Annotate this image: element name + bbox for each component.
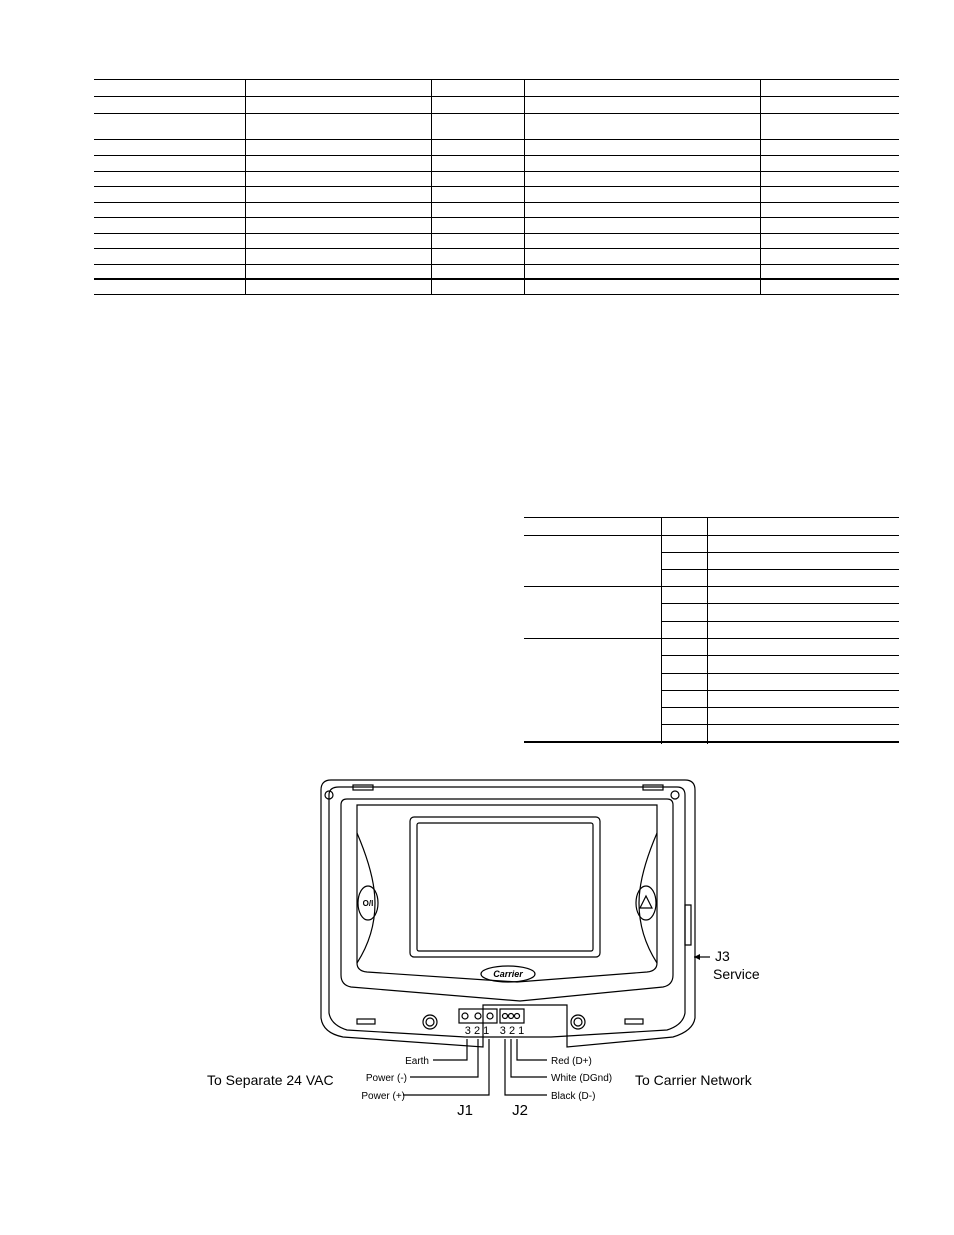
screw-bottom-left: [423, 1015, 437, 1029]
j1-power-plus-leader: [403, 1039, 489, 1095]
j2-pin-1: [515, 1014, 520, 1019]
touch-screen: [410, 817, 600, 957]
table-rule: [94, 171, 899, 172]
table-rule: [661, 655, 899, 656]
brand-logo-text: Carrier: [493, 969, 523, 979]
table-rule: [661, 621, 899, 622]
table-column-rule: [431, 79, 432, 295]
j1-pin-numbers: 3 2 1: [464, 1025, 490, 1037]
power-button-label: O/I: [362, 899, 374, 908]
table-rule: [524, 586, 899, 587]
table-rule: [94, 113, 899, 114]
j1-pin-3: [462, 1013, 468, 1019]
table-rule: [94, 294, 899, 295]
table-column-rule: [524, 79, 525, 295]
j3-name: J3: [715, 948, 730, 964]
table-column-rule: [760, 79, 761, 295]
table-rule: [94, 155, 899, 156]
table-rule: [94, 96, 899, 97]
table-rule: [661, 724, 899, 725]
table-rule: [661, 690, 899, 691]
table-rule: [94, 79, 899, 80]
table-rule: [524, 535, 899, 536]
j1-wire-power-minus: Power (-): [365, 1073, 407, 1084]
table-rule: [94, 264, 899, 265]
j1-connector: [459, 1009, 497, 1023]
table-rule: [524, 517, 899, 518]
bottom-clip-right: [625, 1019, 643, 1024]
table-rule: [661, 569, 899, 570]
table-rule: [524, 638, 899, 639]
j1-caption: To Separate 24 VAC: [207, 1072, 334, 1088]
j2-red-leader: [517, 1039, 547, 1060]
table-rule: [94, 278, 899, 280]
table-rule: [524, 741, 899, 743]
j1-pin-1: [487, 1013, 493, 1019]
j2-pin-numbers: 3 2 1: [499, 1025, 525, 1037]
upper-table-grid: [94, 79, 899, 295]
table-rule: [94, 248, 899, 249]
j1-wire-earth: Earth: [405, 1056, 429, 1067]
table-rule: [661, 552, 899, 553]
right-side-curve: [639, 833, 657, 963]
table-rule: [661, 707, 899, 708]
j2-pin-3: [503, 1014, 508, 1019]
table-rule: [661, 603, 899, 604]
table-column-rule: [245, 79, 246, 295]
j2-name: J2: [512, 1102, 528, 1119]
display-wiring-figure: [195, 775, 795, 1125]
table-column-rule: [707, 517, 708, 744]
j2-connector: [500, 1009, 524, 1023]
table-rule: [94, 139, 899, 140]
j3-service-port: [685, 905, 691, 945]
j2-wire-black: Black (D-): [551, 1091, 596, 1102]
table-rule: [94, 217, 899, 218]
table-rule: [94, 202, 899, 203]
front-bezel-inner: [357, 805, 657, 982]
left-side-curve: [357, 833, 375, 963]
bottom-clip-left: [357, 1019, 375, 1024]
j1-earth-leader: [433, 1039, 467, 1060]
j2-caption: To Carrier Network: [635, 1072, 752, 1088]
table-column-rule: [661, 517, 662, 744]
j2-wire-white: White (DGnd): [551, 1073, 613, 1084]
touch-screen-inner: [417, 823, 593, 951]
table-rule: [661, 673, 899, 674]
j1-name: J1: [457, 1102, 473, 1119]
j2-pin-2: [509, 1014, 514, 1019]
screw-top-right: [671, 791, 679, 799]
j2-wire-red: Red (D+): [551, 1056, 592, 1067]
lower-table-grid: [524, 517, 899, 744]
j1-pin-2: [475, 1013, 481, 1019]
warning-icon: [640, 896, 652, 908]
j1-wire-power-plus: Power (+): [361, 1091, 405, 1102]
j3-description: Service: [713, 966, 760, 982]
table-rule: [94, 233, 899, 234]
screw-bottom-right: [571, 1015, 585, 1029]
table-rule: [94, 186, 899, 187]
